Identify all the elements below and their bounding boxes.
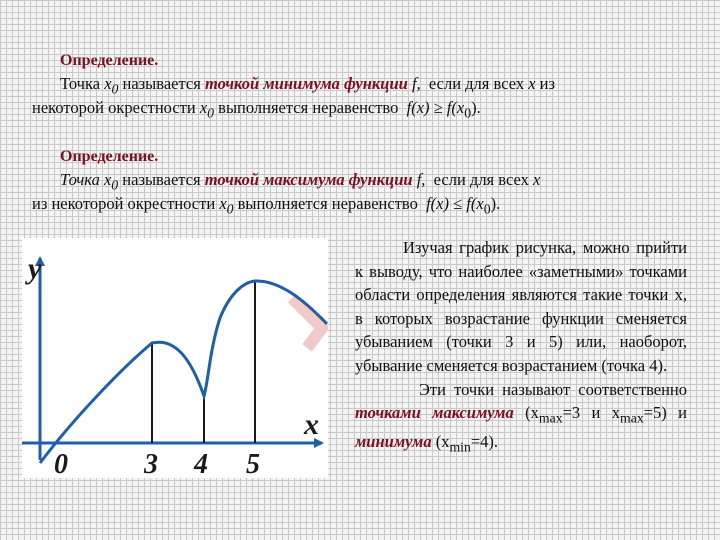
function-curve — [40, 281, 327, 463]
definition-heading-2: Определение. — [60, 148, 159, 165]
inequality-min: f(x) ≥ f(x — [406, 98, 465, 117]
tick-label-3: 3 — [144, 449, 158, 478]
term-minimum: минимума — [355, 432, 432, 452]
definition-2-line-2: из некоторой окрестности $x_0$ выполняется неравенство $f(x) \le f(x_0)$. — [32, 194, 501, 217]
term-minimum-point: точкой минимума функции — [204, 74, 408, 93]
inequality-max: f(x) ≤ f(x — [426, 194, 484, 213]
function-graph-panel — [22, 238, 328, 478]
function-graph — [22, 238, 328, 478]
definition-1-line-2: некоторой окрестности $x_0$ выполняется неравенство $f(x) \ge f(x_0)$. — [32, 98, 481, 121]
tick-label-0: 0 — [54, 449, 68, 478]
definition-heading-1: Определение. — [60, 52, 159, 69]
definition-1-line-1: Точка $x_0$ называется точкой минимума функции f, если для всех x из — [60, 74, 556, 97]
explanation-paragraph-1: Изучая график рисунка, можно прийти к выводу, что наиболее «заметными» точками области определения являются такие точки x, в которых возрастание функции сменяется убыванием (точки 3 и 5) или, наоборот, убывание сменяется возрастанием (точка 4). — [355, 238, 687, 375]
explanation-paragraph-2: Эти точки называют соответственно точками максимума ($x_{max}=3$ и $x_{max}=5$) и минимума $(x_{min}=4)$. — [355, 379, 687, 455]
y-axis-label: y — [28, 252, 42, 285]
term-maximum-point: точкой максимума функции — [204, 170, 413, 189]
tick-label-5: 5 — [246, 449, 260, 478]
term-maximum-points: точками максимума — [355, 403, 514, 423]
tick-label-4: 4 — [194, 449, 208, 478]
x-axis-label: x — [304, 408, 319, 441]
explanation-text — [355, 236, 687, 459]
definition-2-line-1: Точка $x_0$ называется точкой максимума функции f, если для всех x — [60, 170, 541, 193]
